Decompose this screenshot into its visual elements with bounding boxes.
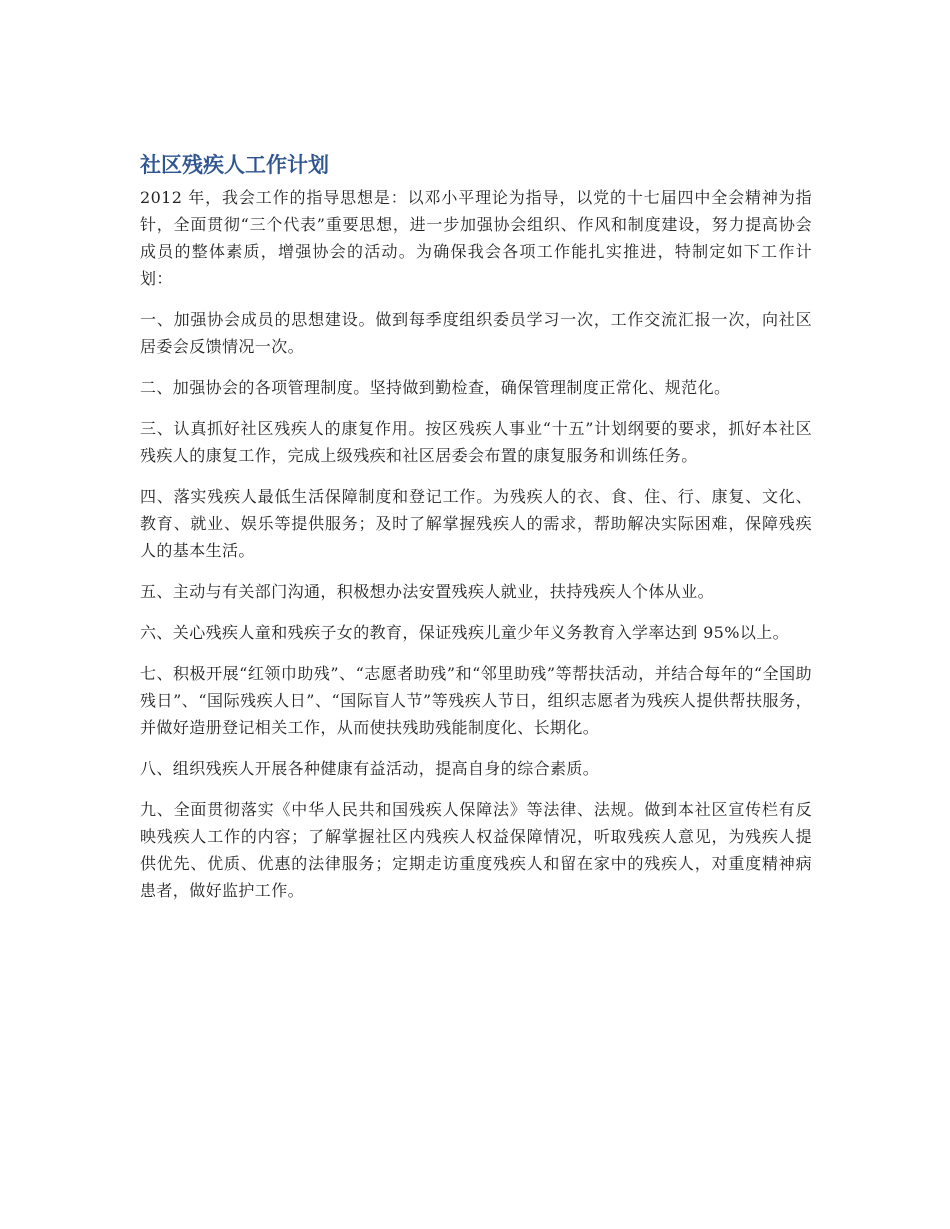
document-page [140,150,812,918]
item-paragraph-8: 八、组织残疾人开展各种健康有益活动，提高自身的综合素质。 [140,759,600,778]
item-paragraph-2: 二、加强协会的各项管理制度。坚持做到勤检查，确保管理制度正常化、规范化。 [140,378,731,397]
item-paragraph-1: 一、加强协会成员的思想建设。做到每季度组织委员学习一次，工作交流汇报一次，向社区居委会反馈情况一次。 [140,310,812,356]
item-paragraph-6: 六、关心残疾人童和残疾子女的教育，保证残疾儿童少年义务教育入学率达到 95%以上。 [140,623,790,642]
item-paragraph-5: 五、主动与有关部门沟通，积极想办法安置残疾人就业，扶持残疾人个体从业。 [140,582,715,601]
item-paragraph-3: 三、认真抓好社区残疾人的康复作用。按区残疾人事业“十五”计划纲要的要求，抓好本社区残疾人的康复工作，完成上级残疾和社区居委会布置的康复服务和训练任务。 [140,419,812,465]
item-paragraph-7: 七、积极开展“红领巾助残”、“志愿者助残”和“邻里助残”等帮扶活动，并结合每年的“全国助残日”、“国际残疾人日”、“国际盲人节”等残疾人节日，组织志愿者为残疾人提供帮扶服务，并做好造册登记相关工作，从而使扶残助残能制度化、长期化。 [140,664,812,737]
intro-paragraph: 2012 年，我会工作的指导思想是：以邓小平理论为指导，以党的十七届四中全会精神为指针，全面贯彻“三个代表”重要思想，进一步加强协会组织、作风和制度建设，努力提高协会成员的整体素质，增强协会的活动。为确保我会各项工作能扎实推进，特制定如下工作计划： [140,188,812,288]
item-paragraph-4: 四、落实残疾人最低生活保障制度和登记工作。为残疾人的衣、食、住、行、康复、文化、教育、就业、娱乐等提供服务；及时了解掌握残疾人的需求，帮助解决实际困难，保障残疾人的基本生活。 [140,487,812,560]
page-title: 社区残疾人工作计划 [140,153,329,177]
item-paragraph-9: 九、全面贯彻落实《中华人民共和国残疾人保障法》等法律、法规。做到本社区宣传栏有反映残疾人工作的内容；了解掌握社区内残疾人权益保障情况，听取残疾人意见，为残疾人提供优先、优质、优惠的法律服务；定期走访重度残疾人和留在家中的残疾人，对重度精神病患者，做好监护工作。 [140,800,812,900]
